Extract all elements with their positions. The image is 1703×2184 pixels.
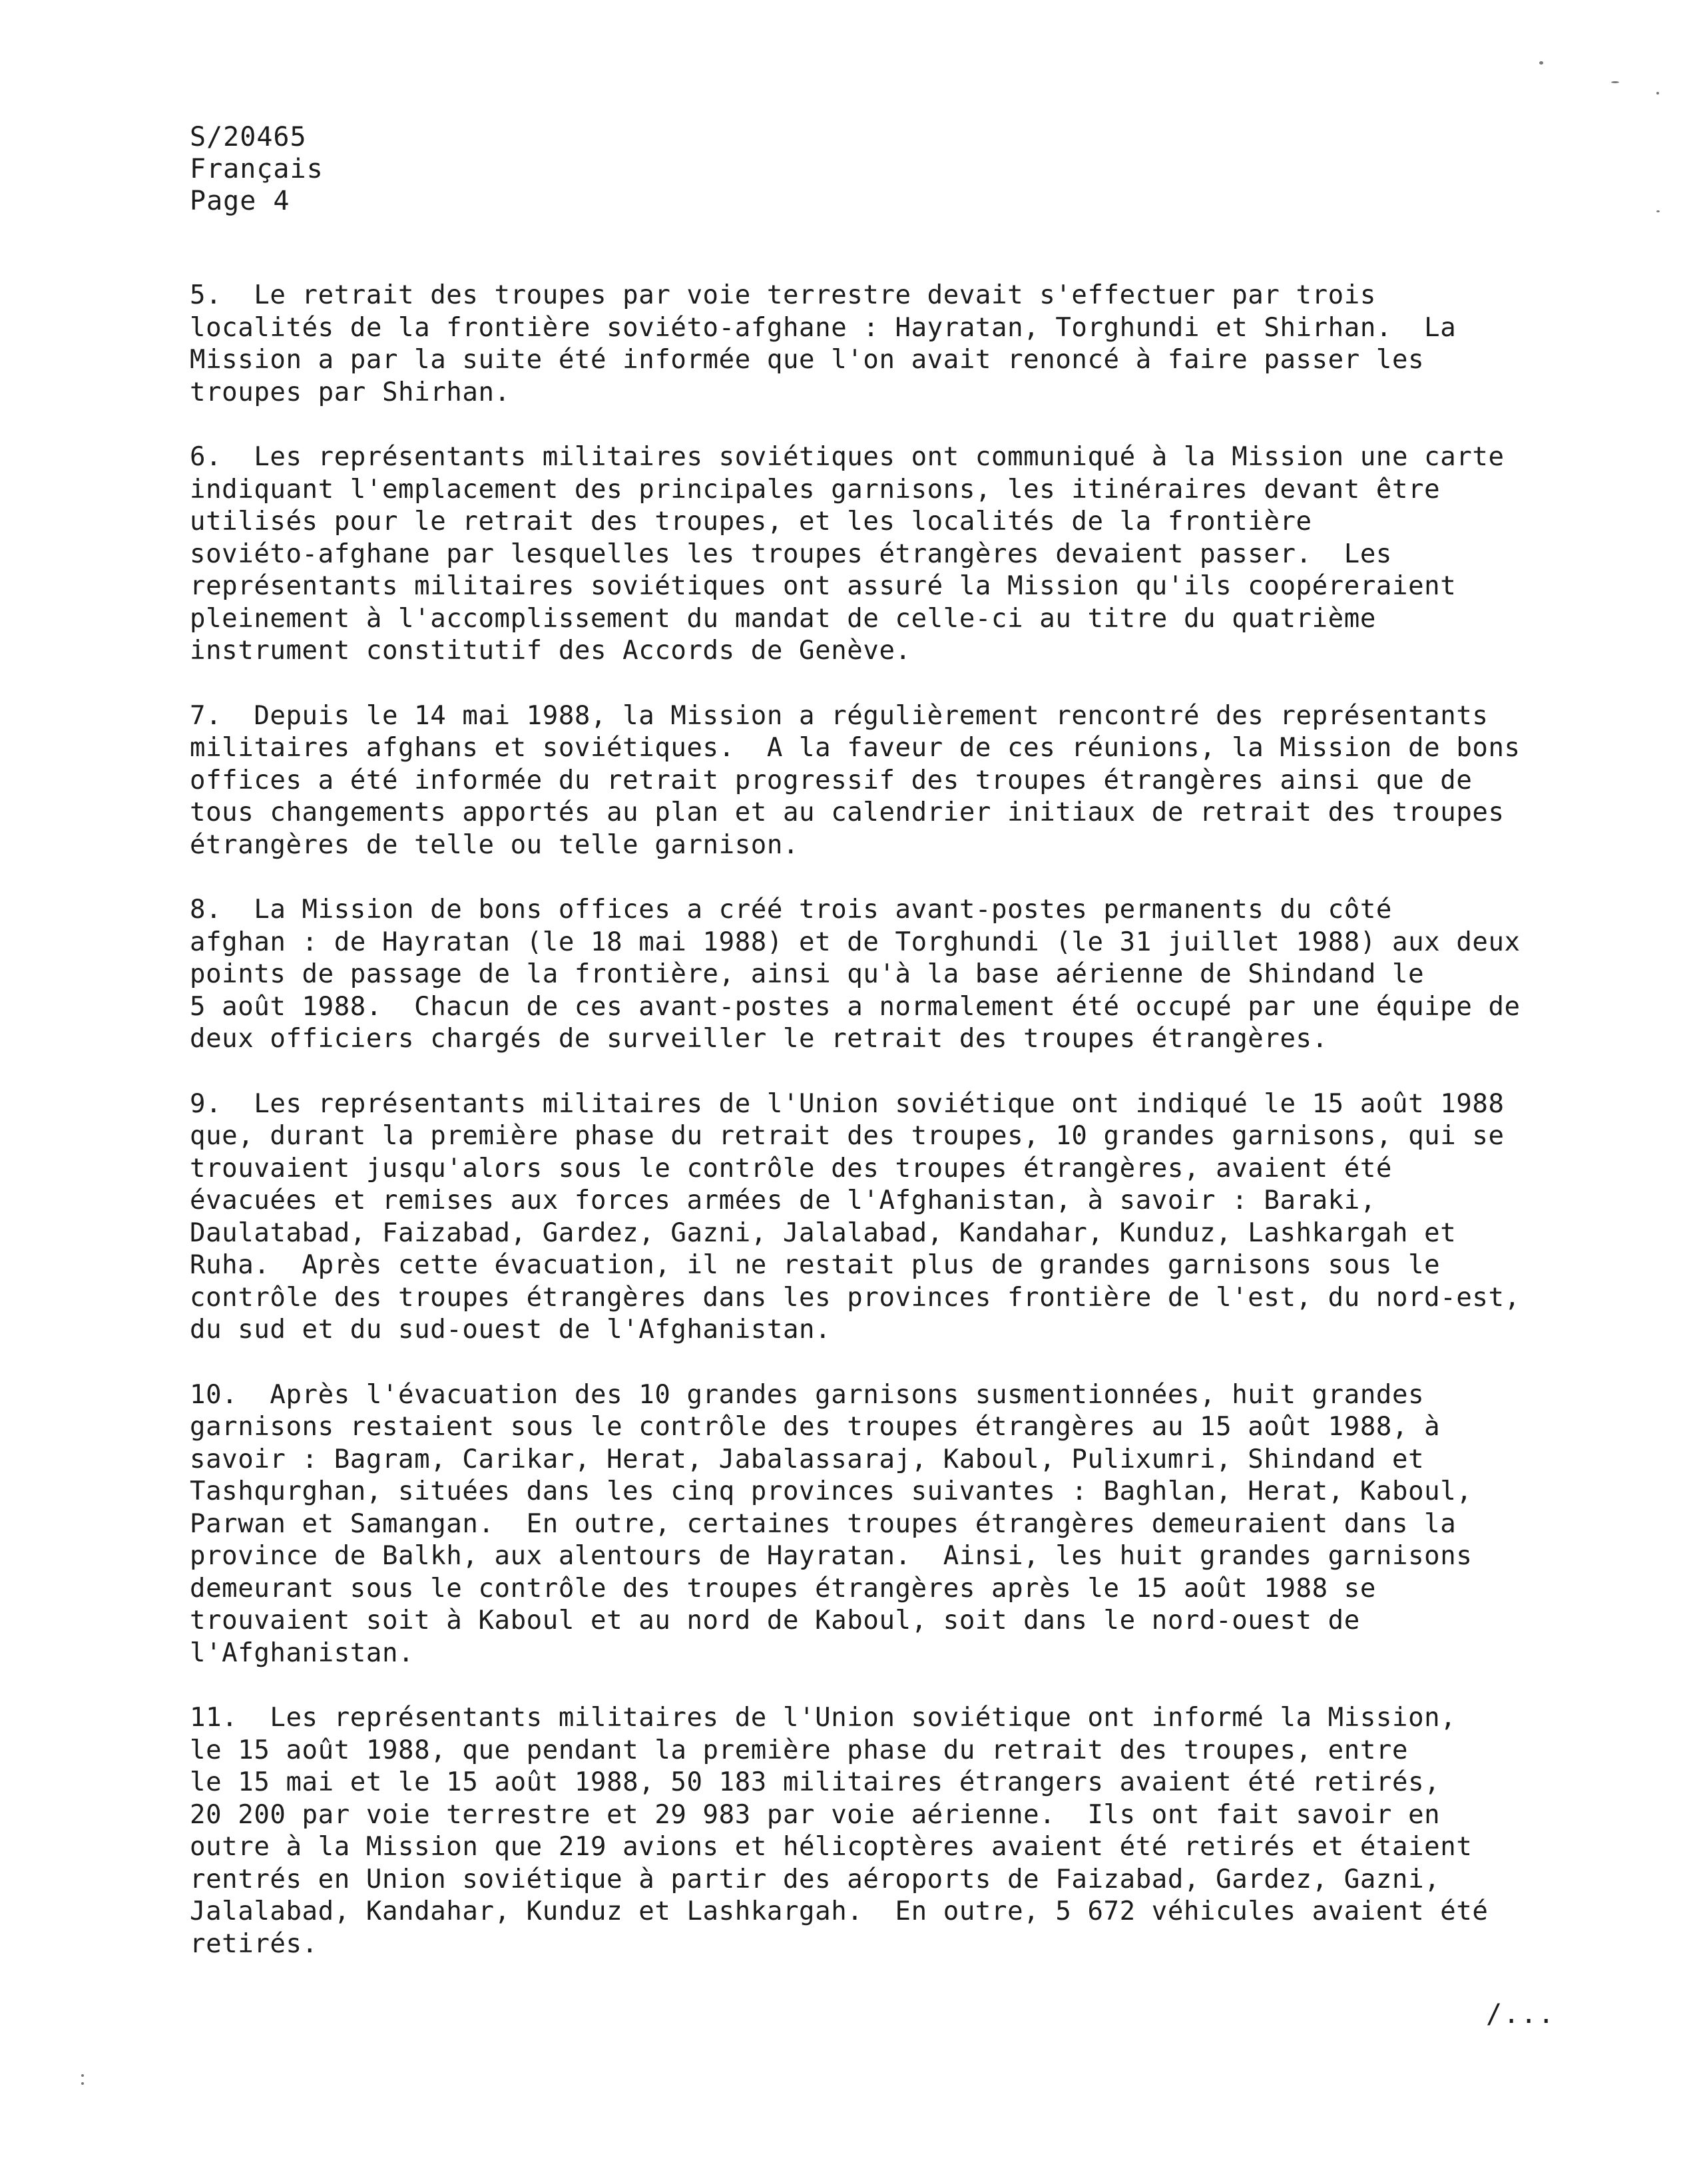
scan-speck bbox=[1656, 92, 1659, 95]
text-line: 8. La Mission de bons offices a créé trois avant-postes permanents du côté bbox=[190, 895, 1392, 925]
text-line: offices a été informée du retrait progressif des troupes étrangères ainsi que de bbox=[190, 765, 1473, 795]
paragraph-7 bbox=[190, 700, 1568, 862]
text-line: que, durant la première phase du retrait des troupes, 10 grandes garnisons, qui se bbox=[190, 1121, 1505, 1151]
paragraph-11 bbox=[190, 1702, 1568, 1960]
scan-speck bbox=[1656, 210, 1660, 212]
text-line: utilisés pour le retrait des troupes, et les localités de la frontière bbox=[190, 507, 1312, 537]
text-line: militaires afghans et soviétiques. A la faveur de ces réunions, la Mission de bons bbox=[190, 733, 1521, 763]
text-line: rentrés en Union soviétique à partir des aéroports de Faizabad, Gardez, Gazni, bbox=[190, 1864, 1441, 1894]
paragraph-8 bbox=[190, 894, 1568, 1056]
text-line: Ruha. Après cette évacuation, il ne restait plus de grandes garnisons sous le bbox=[190, 1250, 1441, 1280]
document-header bbox=[190, 121, 324, 217]
text-line: 10. Après l'évacuation des 10 grandes garnisons susmentionnées, huit grandes bbox=[190, 1379, 1425, 1410]
text-line: retirés. bbox=[190, 1928, 318, 1959]
text-line: trouvaient jusqu'alors sous le contrôle des troupes étrangères, avaient été bbox=[190, 1153, 1392, 1184]
scan-speck bbox=[81, 2074, 84, 2077]
text-line: du sud et du sud-ouest de l'Afghanistan. bbox=[190, 1315, 832, 1345]
text-line: deux officiers chargés de surveiller le retrait des troupes étrangères. bbox=[190, 1024, 1328, 1054]
text-line: troupes par Shirhan. bbox=[190, 377, 511, 407]
text-line: Daulatabad, Faizabad, Gardez, Gazni, Jalalabad, Kandahar, Kunduz, Lashkargah et bbox=[190, 1217, 1457, 1248]
text-line: Jalalabad, Kandahar, Kunduz et Lashkargah. En outre, 5 672 véhicules avaient été bbox=[190, 1896, 1489, 1926]
text-line: garnisons restaient sous le contrôle des troupes étrangères au 15 août 1988, à bbox=[190, 1412, 1441, 1442]
text-line: 5 août 1988. Chacun de ces avant-postes a normalement été occupé par une équipe de bbox=[190, 991, 1521, 1022]
text-line: le 15 mai et le 15 août 1988, 50 183 militaires étrangers avaient été retirés, bbox=[190, 1767, 1441, 1797]
document-symbol: S/20465 bbox=[190, 122, 307, 152]
text-line: Mission a par la suite été informée que l'on avait renoncé à faire passer les bbox=[190, 345, 1425, 375]
text-line: demeurant sous le contrôle des troupes étrangères après le 15 août 1988 se bbox=[190, 1573, 1376, 1604]
scan-speck bbox=[1611, 81, 1619, 83]
text-line: outre à la Mission que 219 avions et hélicoptères avaient été retirés et étaient bbox=[190, 1832, 1473, 1862]
text-line: soviéto-afghane par lesquelles les troupes étrangères devaient passer. Les bbox=[190, 539, 1392, 569]
text-line: évacuées et remises aux forces armées de l'Afghanistan, à savoir : Baraki, bbox=[190, 1186, 1376, 1215]
text-line: l'Afghanistan. bbox=[190, 1638, 415, 1668]
text-line: localités de la frontière soviéto-afghane : Hayratan, Torghundi et Shirhan. La bbox=[190, 312, 1457, 343]
document-language: Français bbox=[190, 154, 324, 184]
paragraph-5 bbox=[190, 280, 1568, 409]
text-line: 5. Le retrait des troupes par voie terrestre devait s'effectuer par trois bbox=[190, 280, 1376, 310]
page-number: Page 4 bbox=[190, 186, 290, 216]
text-line: 11. Les représentants militaires de l'Union soviétique ont informé la Mission, bbox=[190, 1703, 1457, 1733]
paragraph-9 bbox=[190, 1088, 1568, 1347]
text-line: afghan : de Hayratan (le 18 mai 1988) et de Torghundi (le 31 juillet 1988) aux deux bbox=[190, 927, 1521, 957]
text-line: 20 200 par voie terrestre et 29 983 par voie aérienne. Ils ont fait savoir en bbox=[190, 1799, 1441, 1830]
paragraph-6 bbox=[190, 441, 1568, 668]
text-line: indiquant l'emplacement des principales garnisons, les itinéraires devant être bbox=[190, 474, 1441, 505]
text-line: instrument constitutif des Accords de Genève. bbox=[190, 636, 911, 666]
paragraph-10 bbox=[190, 1379, 1568, 1670]
text-line: le 15 août 1988, que pendant la première phase du retrait des troupes, entre bbox=[190, 1735, 1409, 1765]
text-line: contrôle des troupes étrangères dans les provinces frontière de l'est, du nord-est, bbox=[190, 1282, 1521, 1313]
text-line: trouvaient soit à Kaboul et au nord de Kaboul, soit dans le nord-ouest de bbox=[190, 1606, 1360, 1636]
text-line: tous changements apportés au plan et au calendrier initiaux de retrait des troupes bbox=[190, 797, 1505, 827]
text-line: 7. Depuis le 14 mai 1988, la Mission a régulièrement rencontré des représentants bbox=[190, 700, 1489, 731]
document-body bbox=[190, 280, 1568, 1993]
text-line: étrangères de telle ou telle garnison. bbox=[190, 829, 800, 860]
continuation-marker: /... bbox=[1486, 1999, 1556, 2030]
text-line: représentants militaires soviétiques ont assuré la Mission qu'ils coopéreraient bbox=[190, 571, 1457, 601]
text-line: points de passage de la frontière, ainsi qu'à la base aérienne de Shindand le bbox=[190, 959, 1425, 989]
text-line: 9. Les représentants militaires de l'Union soviétique ont indiqué le 15 août 1988 bbox=[190, 1088, 1505, 1119]
text-line: Parwan et Samangan. En outre, certaines troupes étrangères demeuraient dans la bbox=[190, 1508, 1457, 1539]
scan-speck bbox=[1539, 61, 1543, 65]
text-line: 6. Les représentants militaires soviétiques ont communiqué à la Mission une carte bbox=[190, 442, 1505, 472]
text-line: province de Balkh, aux alentours de Hayratan. Ainsi, les huit grandes garnisons bbox=[190, 1541, 1473, 1571]
scan-speck bbox=[81, 2082, 84, 2085]
text-line: Tashqurghan, situées dans les cinq provinces suivantes : Baghlan, Herat, Kaboul, bbox=[190, 1476, 1473, 1506]
text-line: pleinement à l'accomplissement du mandat de celle-ci au titre du quatrième bbox=[190, 603, 1376, 634]
text-line: savoir : Bagram, Carikar, Herat, Jabalassaraj, Kaboul, Pulixumri, Shindand et bbox=[190, 1444, 1425, 1474]
